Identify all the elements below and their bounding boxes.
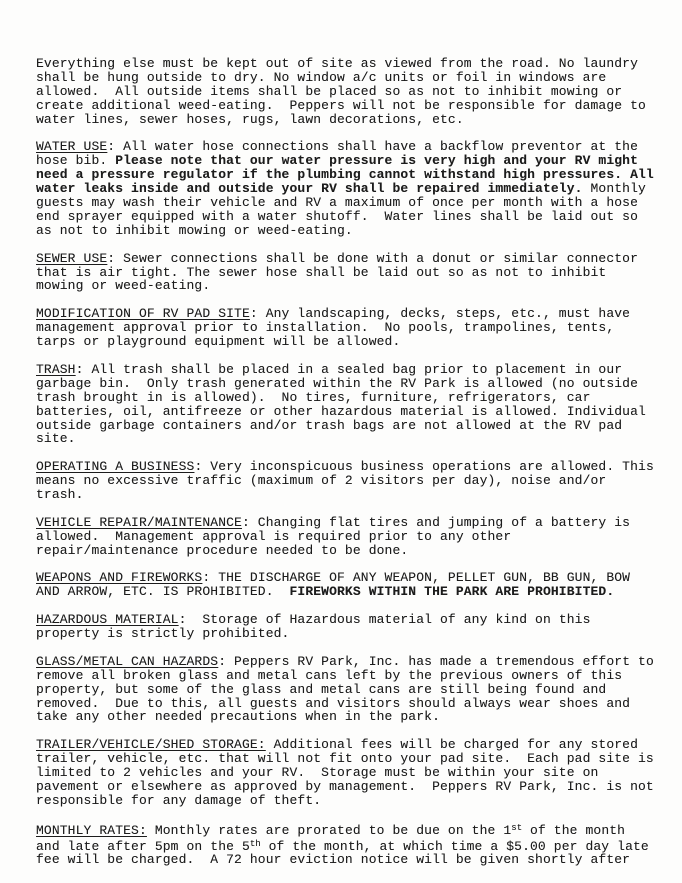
body-text: of the month and late after 5pm on the 5 [36,822,634,854]
section-heading: SEWER USE [36,250,108,266]
superscript-text: st [511,822,523,833]
body-text: : Storage of Hazardous material of any kind on this property is strictly prohibited. [36,612,599,642]
section-hazardous-material [36,613,656,641]
body-text: : Changing flat tires and jumping of a battery is allowed. Management approval is required prior to any other repair/maintenance procedure needed to be done. [36,514,639,558]
section-monthly-rates [36,822,656,868]
body-text: : Very inconspicuous business operations are allowed. This means no excessive traffic (maximum of 2 visitors per day), noise and/or trash. [36,459,662,503]
section-sewer-use [36,252,656,294]
body-text: Additional fees will be charged for any stored trailer, vehicle, etc. that will not fit onto your pad site. Each pad site is limited to 2 vehicles and your RV. Storage must be within your site on pavement or elsewhere as approved by management. Peppers RV Park, Inc. is not responsible for any damage of theft. [36,737,662,808]
section-modification-of-rv-pad-site [36,307,656,349]
section-operating-a-business [36,459,662,503]
body-text: Everything else must be kept out of site as viewed from the road. No laundry shall be hung outside to dry. No window a/c units or foil in windows are allowed. All outside items shall be placed so as not to inhibit mowing or create additional weed-eating. Peppers will not be responsible for damage to water lines, sewer hoses, rugs, lawn decorations, etc. [36,56,654,127]
document-body [36,56,662,868]
section-heading: WATER USE [36,139,108,155]
superscript-text: th [249,838,261,849]
body-text: : Sewer connections shall be done with a donut or similar connector that is air tight. The sewer hose shall be laid out so as not to inhibit mowing or weed-eating. [36,250,646,294]
body-text: : All trash shall be placed in a sealed bag prior to placement in our garbage bin. Only trash generated within the RV Park is allowed (no outside trash brought in is allowed). No tires, furniture, refrigerators, car batteries, oil, antifreeze or other hazardous material is allowed. Individual outside garbage containers and/or trash bags are not allowed at the RV pad site. [36,361,654,447]
body-text: Monthly rates are prorated to be due on the 1 [146,822,512,838]
section-heading: GLASS/METAL CAN HAZARDS [36,653,219,669]
section-heading: TRASH [36,361,76,377]
section-heading: TRAILER/VEHICLE/SHED STORAGE: [36,737,266,753]
body-text: : All water hose connections shall have a backflow preventor at the hose bib. [36,139,646,169]
section-heading: HAZARDOUS MATERIAL [36,612,179,628]
section-water-use [36,139,662,238]
section-heading: MONTHLY RATES: [36,822,147,838]
body-text: of the month, at which time a $5.00 per day late fee will be charged. A 72 hour eviction notice will be given shortly after [36,838,657,868]
body-text: : Any landscaping, decks, steps, etc., must have management approval prior to installation. No pools, trampolines, tents, tarps or playground equipment will be allowed. [36,306,639,350]
intro-paragraph [36,57,656,127]
body-text: : THE DISCHARGE OF ANY WEAPON, PELLET GUN, BB GUN, BOW AND ARROW, ETC. IS PROHIBITED. [36,570,639,600]
emphasis-text: Please note that our water pressure is very high and your RV might need a pressure regulator if the plumbing cannot withstand high pressures. All water leaks inside and outside your RV shall be repaired immediately. [36,153,662,197]
body-text: Monthly guests may wash their vehicle and RV a maximum of once per month with a hose end sprayer equipped with a water shutoff. Water lines shall be laid out so as not to inhibit mowing or weed-eating. [36,181,654,238]
section-heading: MODIFICATION OF RV PAD SITE [36,306,250,322]
section-glass-metal-can-hazards [36,653,662,725]
section-heading: OPERATING A BUSINESS [36,459,195,475]
section-heading: WEAPONS AND FIREWORKS [36,570,203,586]
section-weapons-and-fireworks [36,571,656,599]
emphasis-text: FIREWORKS WITHIN THE PARK ARE PROHIBITED. [289,584,615,600]
section-trailer-vehicle-shed-storage [36,737,662,808]
section-heading: VEHICLE REPAIR/MAINTENANCE [36,514,242,530]
body-text: : Peppers RV Park, Inc. has made a tremendous effort to remove all broken glass and metal cans left by the previous owners of this property, but some of the glass and metal cans are still being found and removed. Due to this, all guests and visitors should always wear shoes and take any other needed precautions when in the park. [36,653,662,725]
section-vehicle-repair-maintenance [36,516,656,558]
section-trash [36,363,656,446]
